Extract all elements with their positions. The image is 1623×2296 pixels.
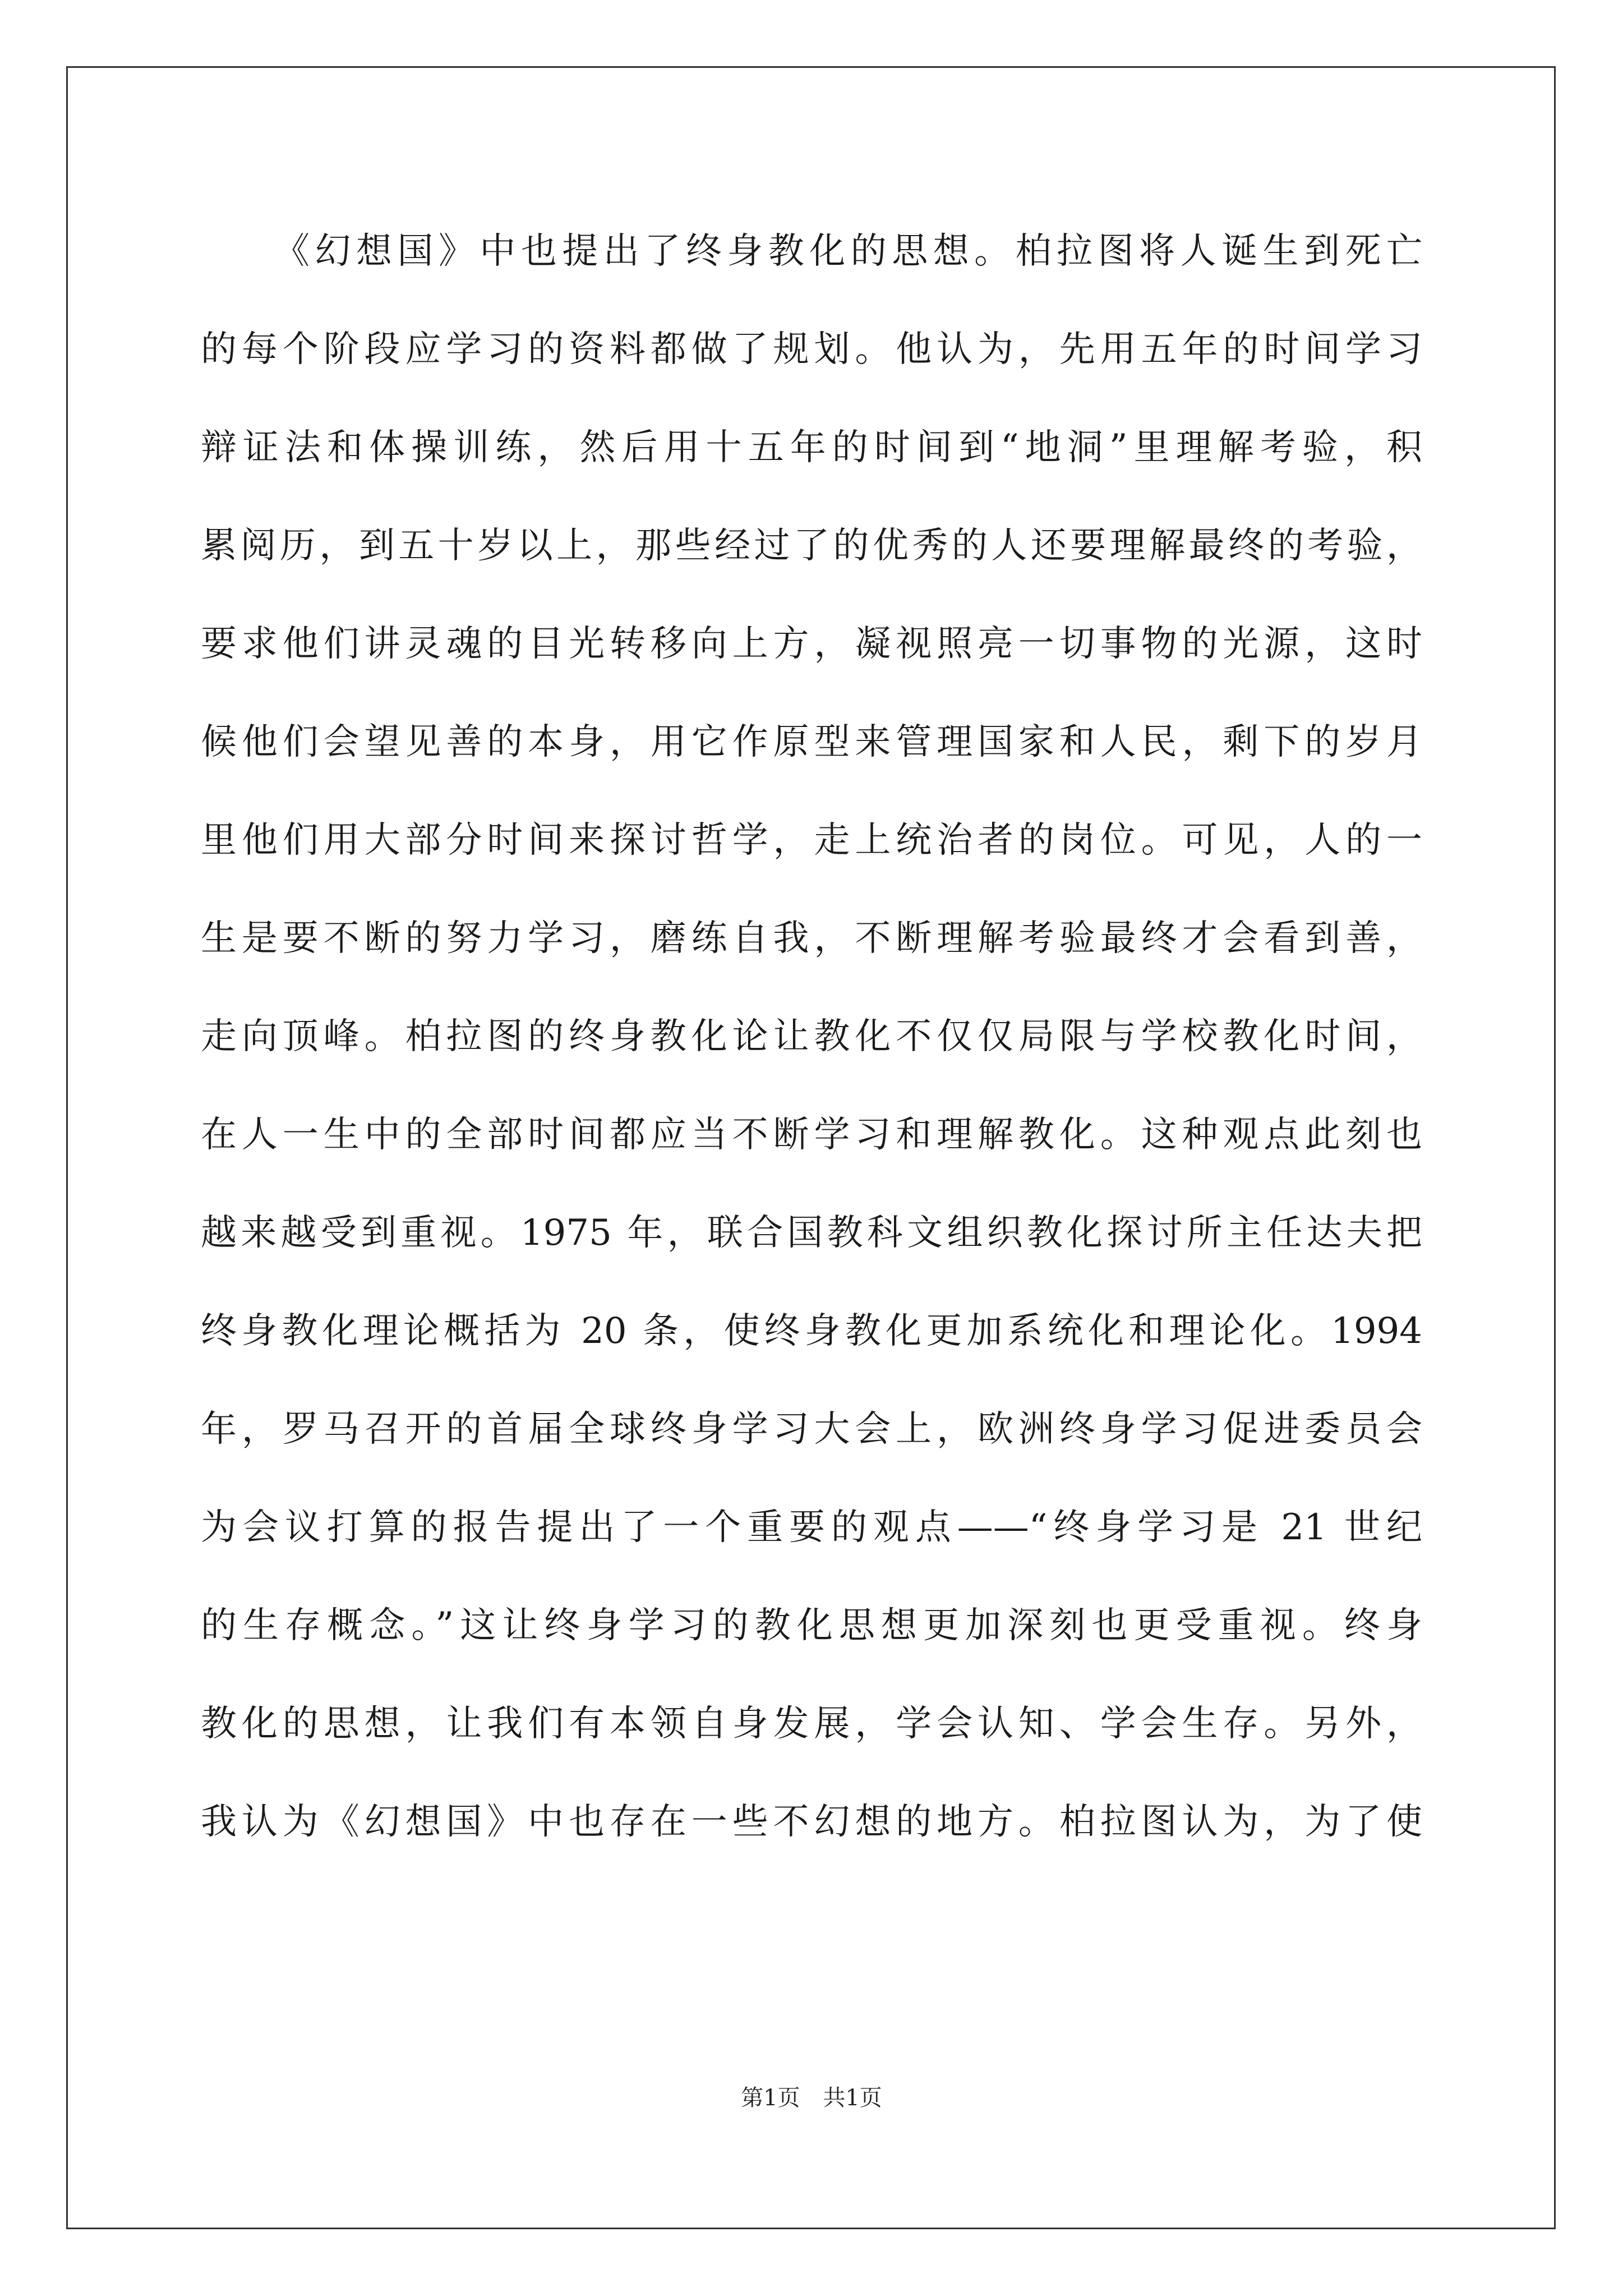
paragraph-line: 要求他们讲灵魂的目光转移向上方，凝视照亮一切事物的光源，这时	[201, 623, 1422, 665]
paragraph-line: 候他们会望见善的本身，用它作原型来管理国家和人民，剩下的岁月	[201, 721, 1422, 763]
paragraph-line: 走向顶峰。柏拉图的终身教化论让教化不仅仅局限与学校教化时间，	[201, 1016, 1422, 1057]
page-count: 共1页	[823, 2085, 882, 2111]
paragraph-line: 生是要不断的努力学习，磨练自我，不断理解考验最终才会看到善，	[201, 918, 1422, 959]
paragraph-line: 越来越受到重视。1975 年，联合国教科文组织教化探讨所主任达夫把	[201, 1212, 1422, 1254]
paragraph-line: 里他们用大部分时间来探讨哲学，走上统治者的岗位。可见，人的一	[201, 820, 1422, 861]
page-footer	[0, 2081, 1623, 2115]
paragraph-line: 终身教化理论概括为 20 条，使终身教化更加系统化和理论化。1994	[201, 1310, 1422, 1352]
paragraph-line: 年，罗马召开的首届全球终身学习大会上，欧洲终身学习促进委员会	[201, 1409, 1422, 1450]
paragraph-line: 我认为《幻想国》中也存在一些不幻想的地方。柏拉图认为，为了使	[201, 1801, 1422, 1843]
paragraph-line: 辩证法和体操训练，然后用十五年的时间到“地洞”里理解考验，积	[201, 427, 1422, 468]
paragraph-line: 在人一生中的全部时间都应当不断学习和理解教化。这种观点此刻也	[201, 1114, 1422, 1156]
paragraph-line: 累阅历，到五十岁以上，那些经过了的优秀的人还要理解最终的考验，	[201, 525, 1422, 567]
paragraph-line: 的生存概念。”这让终身学习的教化思想更加深刻也更受重视。终身	[201, 1605, 1422, 1646]
page-number: 第1页	[741, 2085, 800, 2111]
paragraph-line: 教化的思想，让我们有本领自身发展，学会认知、学会生存。另外，	[201, 1703, 1422, 1745]
paragraph-line: 《幻想国》中也提出了终身教化的思想。柏拉图将人诞生到死亡	[274, 231, 1422, 272]
paragraph-line: 为会议打算的报告提出了一个重要的观点——“终身学习是 21 世纪	[201, 1507, 1422, 1548]
paragraph-line: 的每个阶段应学习的资料都做了规划。他认为，先用五年的时间学习	[201, 329, 1422, 370]
